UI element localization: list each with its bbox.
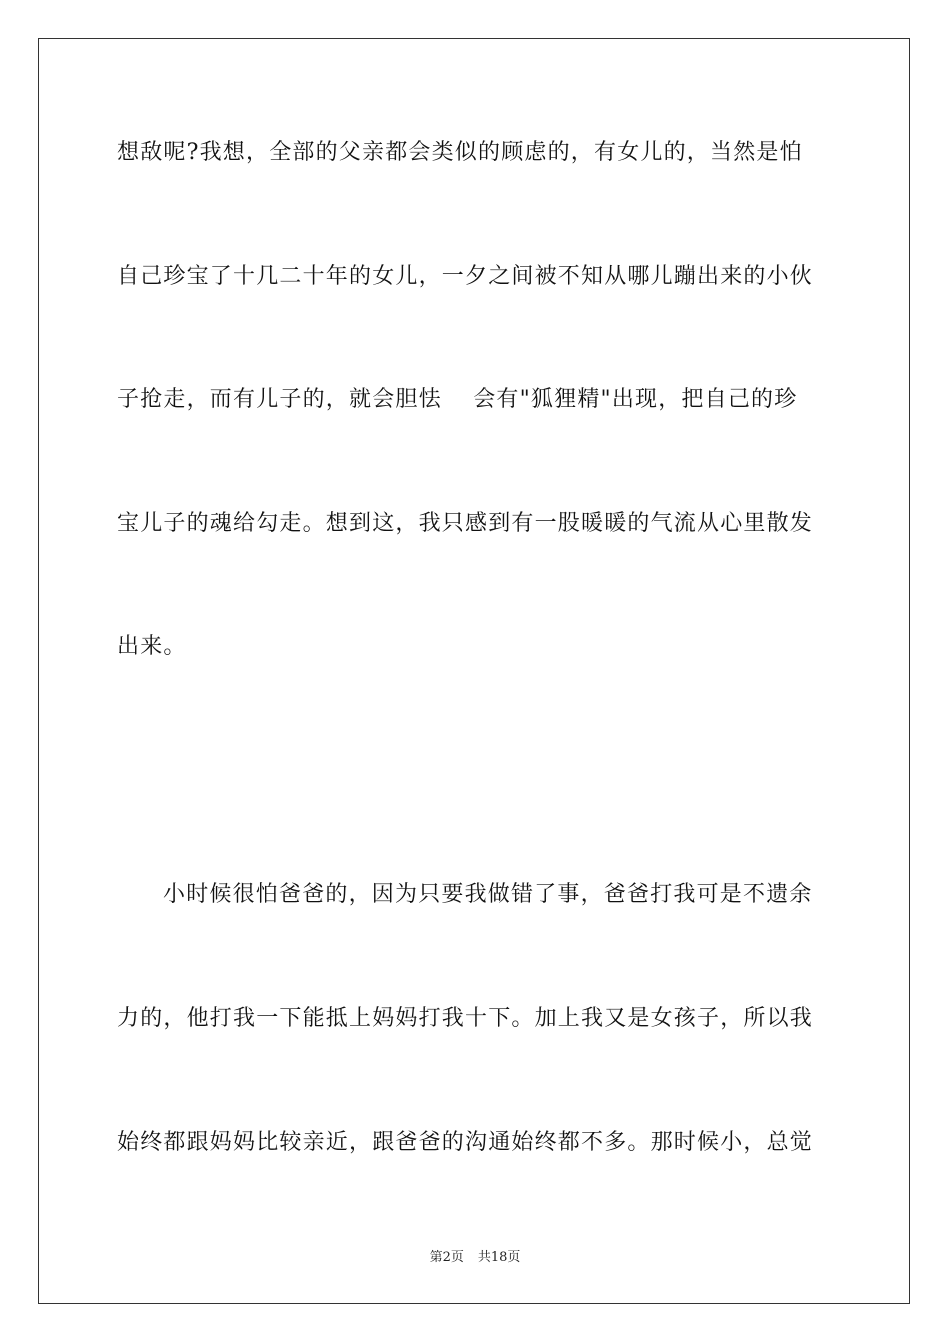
- page-number: 第2页: [429, 1250, 464, 1265]
- page-border: [38, 38, 910, 1304]
- paragraph-line-3: 子抢走，而有儿子的，就会胆怯 会有"狐狸精"出现，把自己的珍: [117, 387, 798, 412]
- paragraph-line-2: 自己珍宝了十几二十年的女儿，一夕之间被不知从哪儿蹦出来的小伙: [117, 264, 814, 289]
- total-pages: 共18页: [477, 1250, 521, 1265]
- paragraph-line-6: 小时候很怕爸爸的，因为只要我做错了事，爸爸打我可是不遗余: [163, 882, 813, 907]
- paragraph-line-7: 力的，他打我一下能抵上妈妈打我十下。加上我又是女孩子，所以我: [117, 1006, 814, 1031]
- paragraph-line-4: 宝儿子的魂给勾走。想到这，我只感到有一股暖暖的气流从心里散发: [117, 511, 814, 536]
- paragraph-line-5: 出来。: [117, 634, 187, 659]
- page-footer: [0, 1249, 950, 1267]
- paragraph-line-1: 想敌呢?我想，全部的父亲都会类似的顾虑的，有女儿的，当然是怕: [117, 140, 803, 165]
- paragraph-line-8: 始终都跟妈妈比较亲近，跟爸爸的沟通始终都不多。那时候小，总觉: [117, 1130, 814, 1155]
